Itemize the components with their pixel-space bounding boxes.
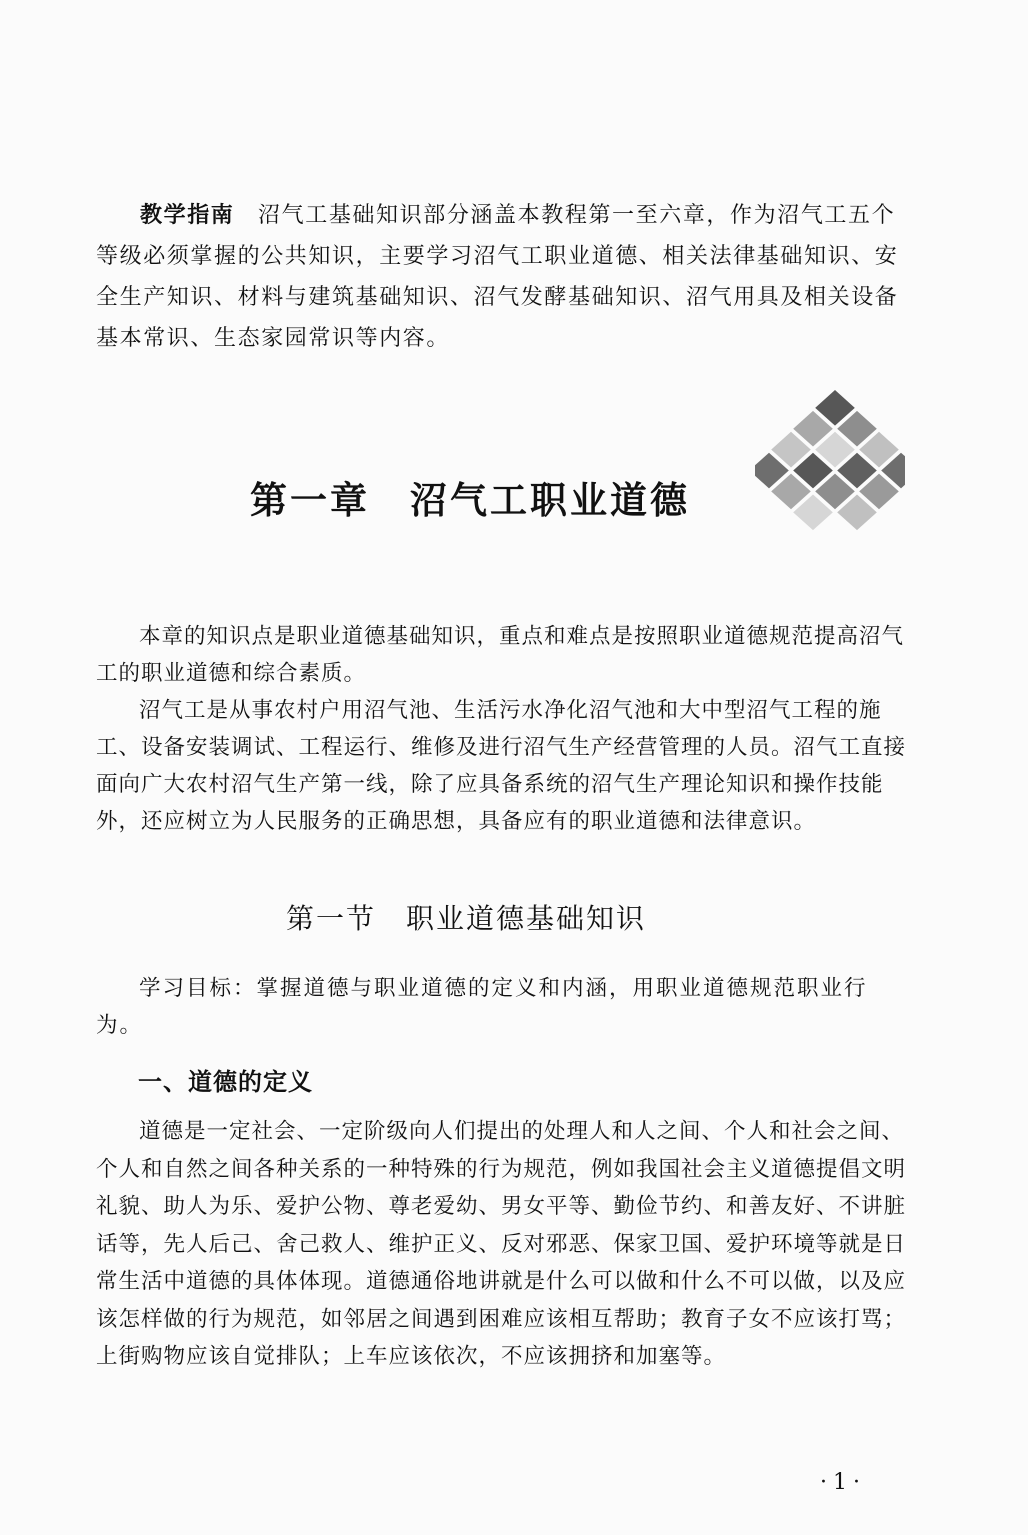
teaching-guide-text: 沼气工基础知识部分涵盖本教程第一至六章，作为沼气工五个等级必须掌握的公共知识，主要学习沼气工职业道德、相关法律基础知识、安全生产知识、材料与建筑基础知识、沼气发酵基础知识、沼气用具及相关设备基本常识、生态家园常识等内容。	[96, 203, 899, 351]
definition-paragraph	[96, 1113, 906, 1376]
intro-paragraph: 沼气工是从事农村户用沼气池、生活污水净化沼气池和大中型沼气工程的施工、设备安装调试、工程运行、维修及进行沼气生产经营管理的人员。沼气工直接面向广大农村沼气生产第一线，除了应具备系统的沼气生产理论知识和操作技能外，还应树立为人民服务的正确思想，具备应有的职业道德和法律意识。	[96, 698, 907, 834]
teaching-guide	[96, 195, 906, 359]
decorative-cube-icon	[755, 375, 905, 540]
definition-text: 道德是一定社会、一定阶级向人们提出的处理人和人之间、个人和社会之间、个人和自然之间各种关系的一种特殊的行为规范，例如我国社会主义道德提倡文明礼貌、助人为乐、爱护公物、尊老爱幼、男女平等、勤俭节约、和善友好、不讲脏话等，先人后己、舍己救人、维护正义、反对邪恶、保家卫国、爱护环境等就是日常生活中道德的具体体现。道德通俗地讲就是什么可以做和什么不可以做，以及应该怎样做的行为规范，如邻居之间遇到困难应该相互帮助；教育子女不应该打骂；上街购物应该自觉排队；上车应该依次，不应该拥挤和加塞等。	[96, 1119, 907, 1369]
learning-goal	[96, 970, 906, 1044]
subsection-title: 一、道德的定义	[138, 1068, 313, 1096]
page-number: ·1·	[820, 1470, 866, 1495]
intro-paragraph: 本章的知识点是职业道德基础知识，重点和难点是按照职业道德规范提高沼气工的职业道德和综合素质。	[96, 624, 905, 686]
chapter-title: 第一章 沼气工职业道德	[250, 479, 690, 522]
learning-goal-text: 学习目标：掌握道德与职业道德的定义和内涵，用职业道德规范职业行为。	[96, 976, 868, 1038]
teaching-guide-label: 教学指南	[140, 203, 235, 228]
chapter-intro	[96, 618, 906, 840]
section-title: 第一节 职业道德基础知识	[286, 902, 647, 935]
